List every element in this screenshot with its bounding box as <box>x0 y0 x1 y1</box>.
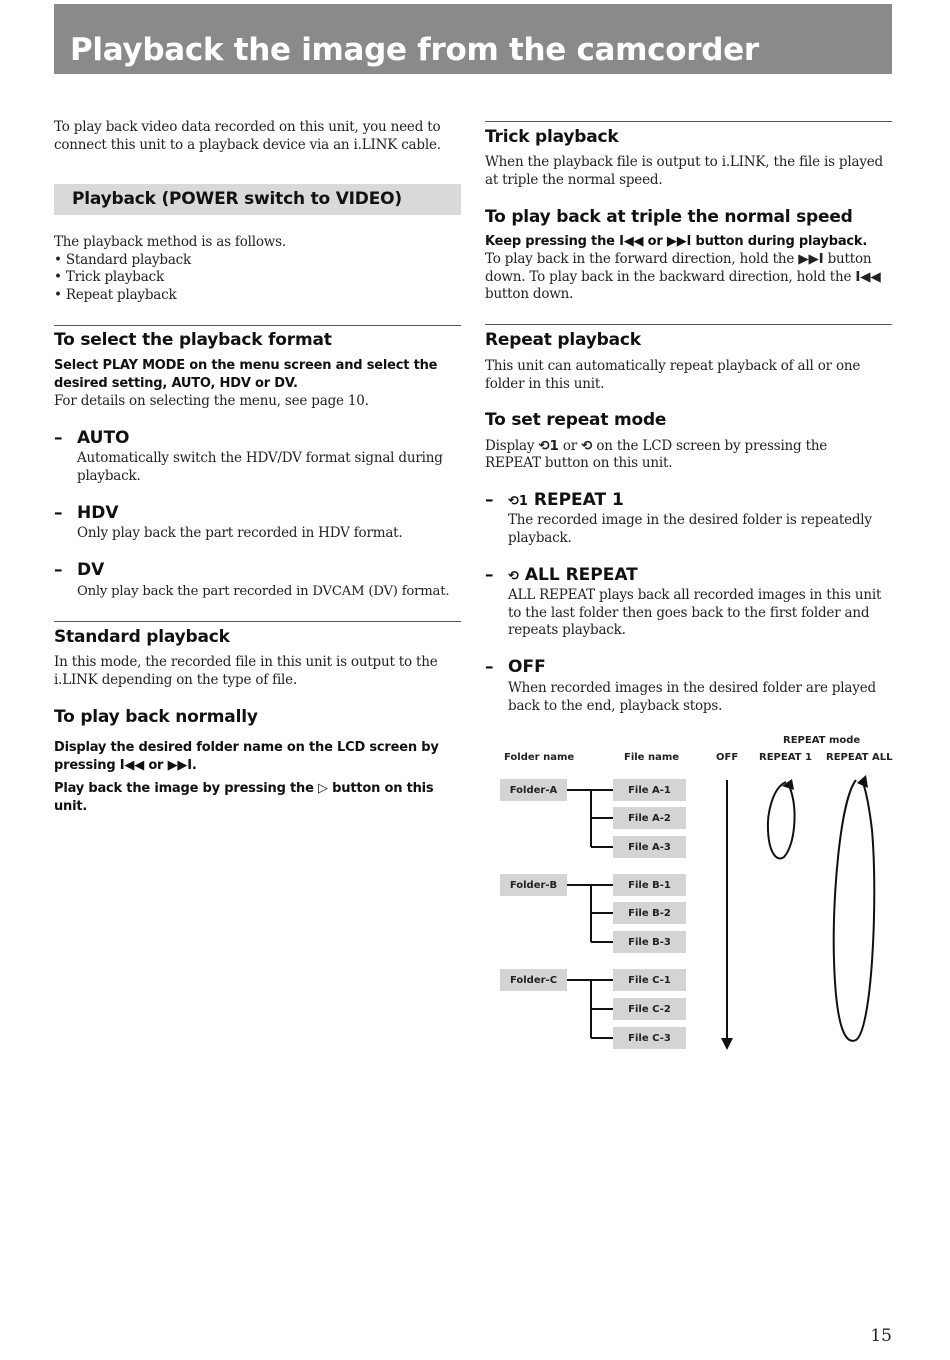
method-intro: The playback method is as follows. <box>54 234 286 250</box>
triple-instruction: Keep pressing the I◀◀ or ▶▶I button during playback. <box>485 234 868 249</box>
diagram-col-off: OFF <box>716 752 739 763</box>
repeatall-arrow-head <box>857 775 868 788</box>
option-repeat1-desc: The recorded image in the desired folder is repeatedly playback. <box>508 512 872 546</box>
folder-box: Folder-B <box>500 874 567 896</box>
file-box: File B-2 <box>613 902 686 924</box>
option-repeat1-title: ⟲1 REPEAT 1 <box>508 490 624 510</box>
prev-button-icon: I◀◀ <box>855 269 881 285</box>
play-icon: ▷ <box>318 781 328 796</box>
repeat1-loop <box>768 782 795 859</box>
file-box: File C-2 <box>613 998 686 1020</box>
file-box: File B-3 <box>613 931 686 953</box>
select-format-note: For details on selecting the menu, see page 10. <box>54 393 369 409</box>
prev-button-icon: I◀◀ <box>119 758 144 773</box>
option-hdv-desc: Only play back the part recorded in HDV format. <box>77 525 403 541</box>
option-dash: – <box>485 657 494 677</box>
option-dash: – <box>54 560 63 580</box>
option-dv-title: DV <box>77 560 105 580</box>
file-box: File C-1 <box>613 969 686 991</box>
diagram-col-folder: Folder name <box>504 752 575 763</box>
prev-button-icon: I◀◀ <box>619 234 644 249</box>
set-mode-heading: To set repeat mode <box>485 410 667 430</box>
section-title: Playback (POWER switch to VIDEO) <box>72 189 402 209</box>
page-title: Playback the image from the camcorder <box>70 32 759 68</box>
next-button-icon: ▶▶I <box>666 234 692 249</box>
method-item-trick: • Trick playback <box>54 269 164 285</box>
method-item-standard: • Standard playback <box>54 252 192 268</box>
file-box: File C-3 <box>613 1027 686 1049</box>
off-arrow-head <box>721 1038 733 1050</box>
option-allrepeat-desc: ALL REPEAT plays back all recorded images in this unit to the last folder then goes back to the first folder and repeats playback. <box>508 587 882 638</box>
next-button-icon: ▶▶I <box>167 758 192 773</box>
option-dash: – <box>485 565 494 585</box>
standard-body: In this mode, the recorded file in this unit is output to the i.LINK depending on the type of file. <box>54 654 438 688</box>
triple-body-line1: To play back in the forward direction, hold the ▶▶I button <box>485 251 872 267</box>
folder-box: Folder-A <box>500 779 567 801</box>
option-hdv-title: HDV <box>77 503 119 523</box>
method-item-repeat: • Repeat playback <box>54 287 177 303</box>
file-box: File B-1 <box>613 874 686 896</box>
option-allrepeat-title: ⟲ ALL REPEAT <box>508 565 638 585</box>
normal-step1-line2: pressing I◀◀ or ▶▶I. <box>54 758 197 773</box>
triple-heading: To play back at triple the normal speed <box>485 207 853 227</box>
option-off-title: OFF <box>508 657 546 677</box>
diagram-mode-header: REPEAT mode <box>783 735 861 746</box>
select-format-instruction: Select PLAY MODE on the menu screen and select the desired setting, AUTO, HDV or DV. <box>54 358 438 391</box>
option-auto-desc: Automatically switch the HDV/DV format signal during playback. <box>77 450 443 484</box>
diagram-col-file: File name <box>624 752 680 763</box>
next-button-icon: ▶▶I <box>798 251 824 267</box>
repeat-body: This unit can automatically repeat playback of all or one folder in this unit. <box>485 358 861 392</box>
intro-text: To play back video data recorded on this unit, you need to connect this unit to a playback device via an i.LINK cable. <box>54 119 441 153</box>
normal-step1-line1: Display the desired folder name on the LCD screen by <box>54 740 439 755</box>
set-mode-body-line1: Display ⟲1 or ⟲ on the LCD screen by pressing the <box>485 438 828 454</box>
repeatall-loop <box>834 780 875 1041</box>
option-dv-desc: Only play back the part recorded in DVCAM (DV) format. <box>77 584 450 599</box>
diagram-col-repeat1: REPEAT 1 <box>759 752 812 763</box>
repeat-all-icon: ⟲ <box>581 438 593 454</box>
select-format-heading: To select the playback format <box>54 330 332 350</box>
repeat-heading: Repeat playback <box>485 330 641 350</box>
set-mode-body-line2: REPEAT button on this unit. <box>485 455 673 471</box>
normal-step2-line2: unit. <box>54 799 88 814</box>
option-dash: – <box>485 490 494 510</box>
option-dash: – <box>54 428 63 448</box>
option-off-desc: When recorded images in the desired folder are played back to the end, playback stops. <box>508 680 876 714</box>
trick-body: When the playback file is output to i.LINK, the file is played at triple the normal speed. <box>485 154 883 188</box>
repeat1-arrow-head <box>782 779 794 790</box>
triple-body-line3: button down. <box>485 286 574 302</box>
repeat-all-icon: ⟲ <box>508 569 519 584</box>
folder-box: Folder-C <box>500 969 567 991</box>
repeat-one-icon: ⟲1 <box>538 438 559 454</box>
trick-heading: Trick playback <box>485 127 619 147</box>
file-box: File A-1 <box>613 779 686 801</box>
triple-body-line2: down. To play back in the backward direction, hold the I◀◀ <box>485 269 881 285</box>
option-auto-title: AUTO <box>77 428 130 448</box>
file-box: File A-3 <box>613 836 686 858</box>
page-number: 15 <box>870 1326 892 1346</box>
standard-heading: Standard playback <box>54 627 230 647</box>
file-box: File A-2 <box>613 807 686 829</box>
option-dash: – <box>54 503 63 523</box>
repeat-one-icon: ⟲1 <box>508 494 528 509</box>
normal-step2-line1: Play back the image by pressing the ▷ button on this <box>54 781 434 796</box>
normal-heading: To play back normally <box>54 707 258 727</box>
diagram-col-repeatall: REPEAT ALL <box>826 752 893 763</box>
